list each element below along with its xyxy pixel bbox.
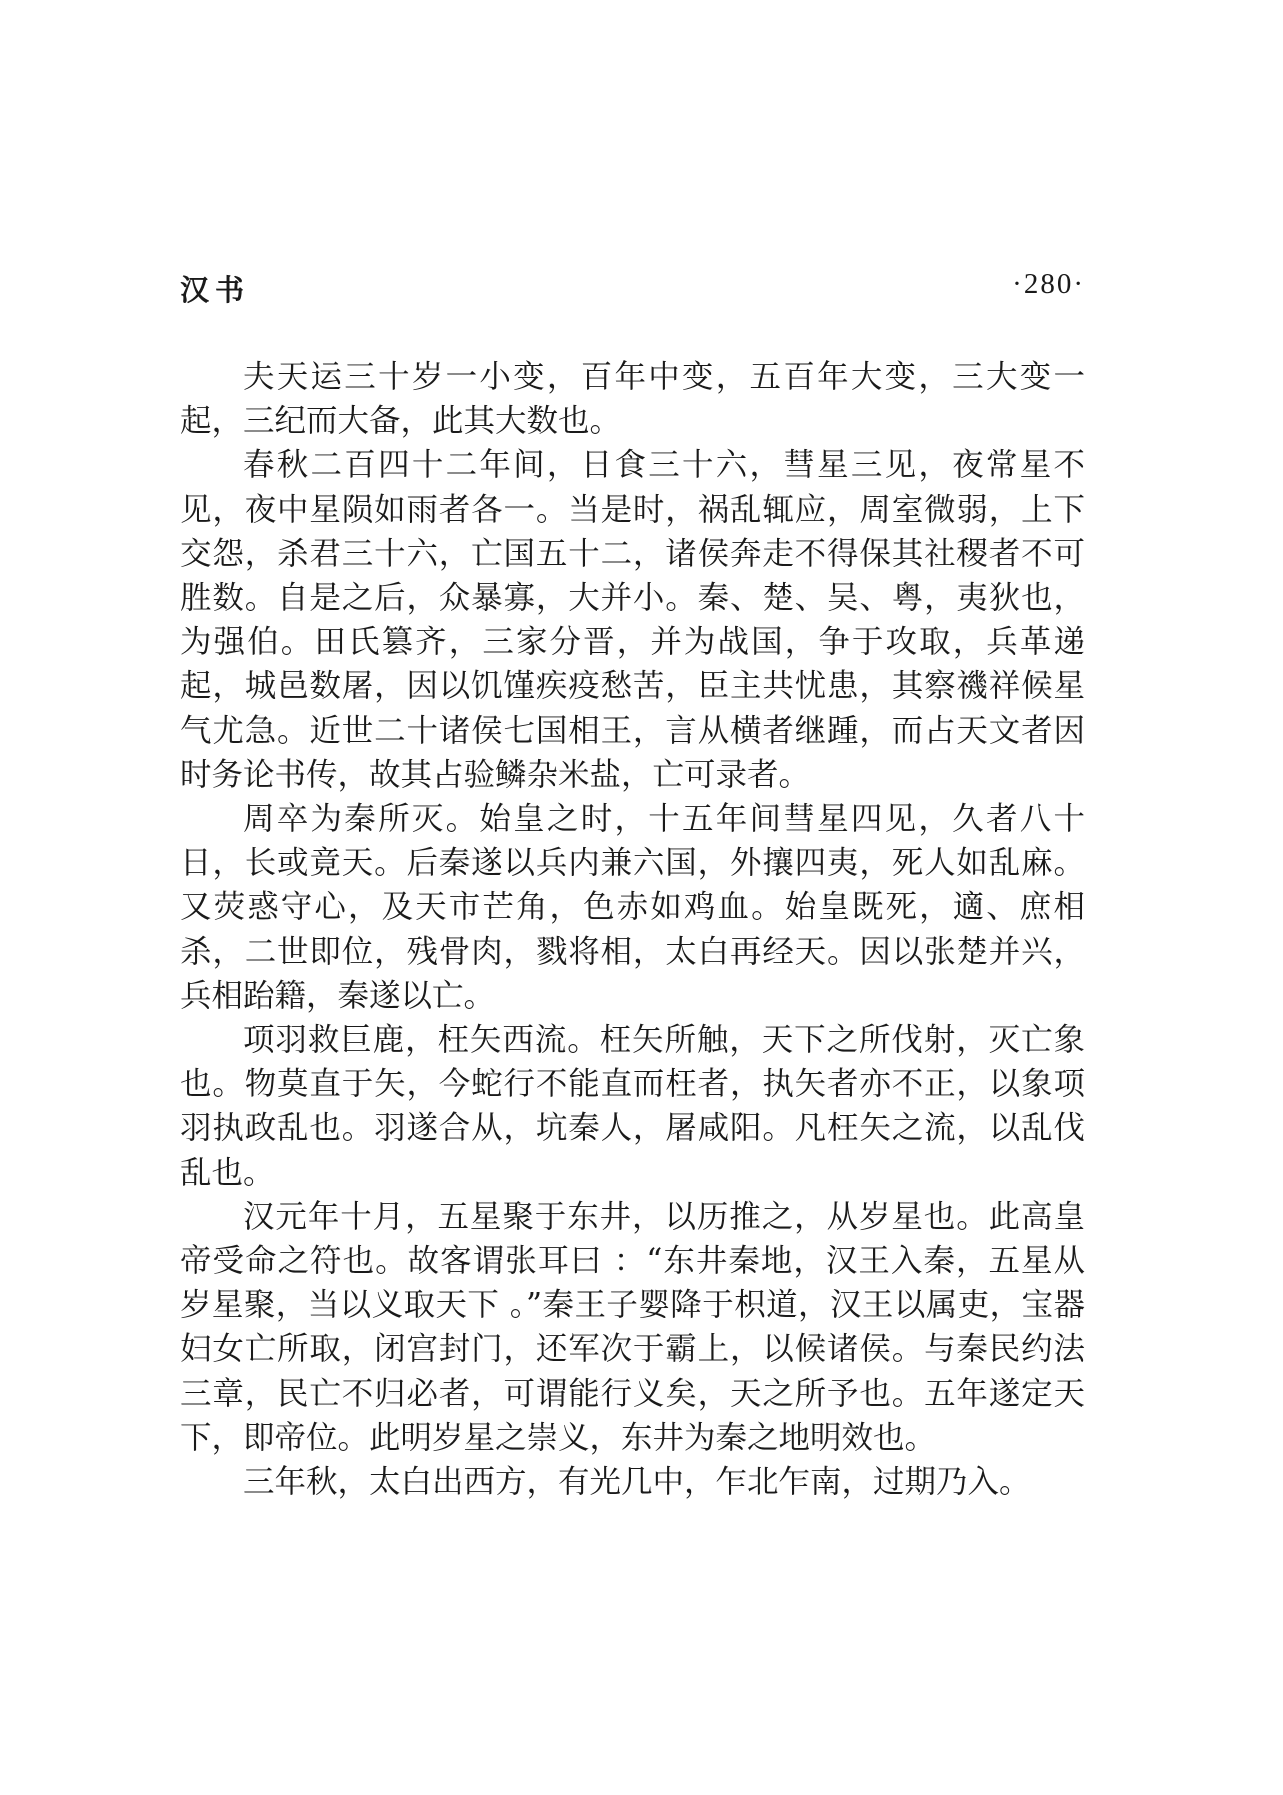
page-number: ·280· — [1012, 268, 1085, 300]
paragraph-2: 春秋二百四十二年间，日食三十六，彗星三见，夜常星不见，夜中星陨如雨者各一。当是时，祸乱辄应，周室微弱，上下交怨，杀君三十六，亡国五十二，诸侯奔走不得保其社稷者不可胜数。自是之后，众暴寡，大并小。秦、楚、吴、粤，夷狄也，为强伯。田氏篡齐，三家分晋，并为战国，争于攻取，兵革递起，城邑数屠，因以饥馑疾疫愁苦，臣主共忧患，其察禨祥候星气尤急。近世二十诸侯七国相王，言从横者继踵，而占天文者因时务论书传，故其占验鳞杂米盐，亡可录者。 — [180, 447, 1085, 793]
paragraph-1: 夫天运三十岁一小变，百年中变，五百年大变，三大变一起，三纪而大备，此其大数也。 — [180, 359, 1085, 440]
book-title: 汉书 — [180, 273, 251, 307]
paragraph-6: 三年秋，太白出西方，有光几中，乍北乍南，过期乃入。 — [243, 1464, 1031, 1501]
paragraph-3: 周卒为秦所灭。始皇之时，十五年间彗星四见，久者八十日，长或竟天。后秦遂以兵内兼六国，外攘四夷，死人如乱麻。又荧惑守心，及天市芒角，色赤如鸡血。始皇既死，適、庶相杀，二世即位，残骨肉，戮将相，太白再经天。因以张楚并兴，兵相跆籍，秦遂以亡。 — [180, 801, 1085, 1014]
body-text — [180, 355, 1085, 1504]
paragraph-5: 汉元年十月，五星聚于东井，以历推之，从岁星也。此高皇帝受命之符也。故客谓张耳曰 ：“东井秦地，汉王入秦，五星从岁星聚，当以义取天下 。”秦王子婴降于枳道，汉王以属吏，宝器妇女亡所取，闭宫封门，还军次于霸上，以候诸侯。与秦民约法三章，民亡不归必者，可谓能行义矣，天之所予也。五年遂定天下，即帝位。此明岁星之崇义，东井为秦之地明效也。 — [180, 1198, 1085, 1456]
paragraph-4: 项羽救巨鹿，枉矢西流。枉矢所触，天下之所伐射，灭亡象也。物莫直于矢，今蛇行不能直而枉者，执矢者亦不正，以象项羽执政乱也。羽遂合从，坑秦人，屠咸阳。凡枉矢之流，以乱伐乱也。 — [180, 1022, 1085, 1191]
page-header — [180, 268, 1085, 308]
